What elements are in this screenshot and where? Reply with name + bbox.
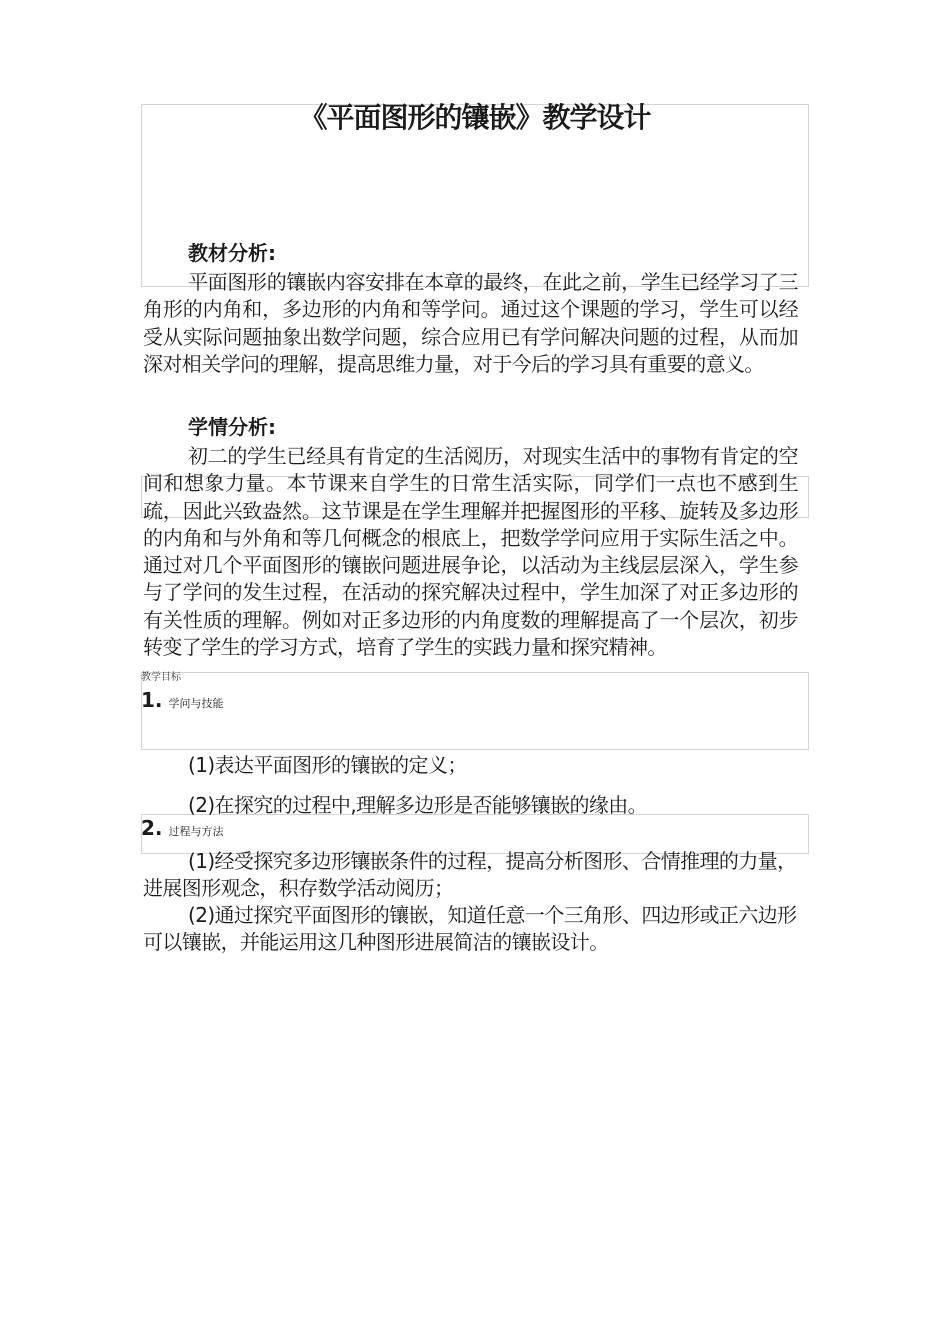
student-analysis-heading: 学情分析: <box>188 415 276 439</box>
student-analysis-body: 初二的学生已经具有肯定的生活阅历，对现实生活中的事物有肯定的空间和想象力量。本节课来自学生的日常生活实际，同学们一点也不感到生疏，因此兴致盎然。这节课是在学生理解并把握图形的平移、旋转及多边形的内角和与外角和等几何概念的根底上，把数学学问应用于实际生活之中。通过对几个平面图形的镶嵌问题进展争论，以活动为主线层层深入，学生参与了学问的发生过程，在活动的探究解决过程中，学生加深了对正多边形的有关性质的理解。例如对正多边形的内角度数的理解提高了一个层次，初步转变了学生的学习方式，培育了学生的实践力量和探究精神。 <box>143 444 798 660</box>
teaching-objectives-label: 教学目标 <box>141 672 181 683</box>
process-method-title: 过程与方法 <box>168 825 224 838</box>
knowledge-item: (1)表达平面图形的镶嵌的定义； <box>188 753 467 777</box>
process-item: (1)经受探究多边形镶嵌条件的过程，提高分析图形、合情推理的力量，进展图形观念，积存数学活动阅历； <box>143 849 797 901</box>
process-item: (2)通过探究平面图形的镶嵌，知道任意一个三角形、四边形或正六边形可以镶嵌，并能运用这几种图形进展简洁的镶嵌设计。 <box>143 903 797 955</box>
knowledge-skills-number: 1. <box>141 688 163 712</box>
knowledge-skills-heading <box>141 688 224 712</box>
material-analysis-heading: 教材分析: <box>188 241 276 265</box>
process-method-number: 2. <box>141 816 163 840</box>
material-analysis-body: 平面图形的镶嵌内容安排在本章的最终，在此之前，学生已经学习了三角形的内角和，多边形的内角和等学问。通过这个课题的学习，学生可以经受从实际问题抽象出数学问题，综合应用已有学问解决问题的过程，从而加深对相关学问的理解，提高思维力量，对于今后的学习具有重要的意义。 <box>143 270 798 376</box>
objectives-frame <box>141 672 809 750</box>
knowledge-skills-title: 学问与技能 <box>168 697 224 710</box>
process-method-heading <box>141 816 224 840</box>
document-title: 《平面图形的镶嵌》教学设计 <box>299 101 651 134</box>
knowledge-item: (2)在探究的过程中,理解多边形是否能够镶嵌的缘由。 <box>188 793 648 817</box>
